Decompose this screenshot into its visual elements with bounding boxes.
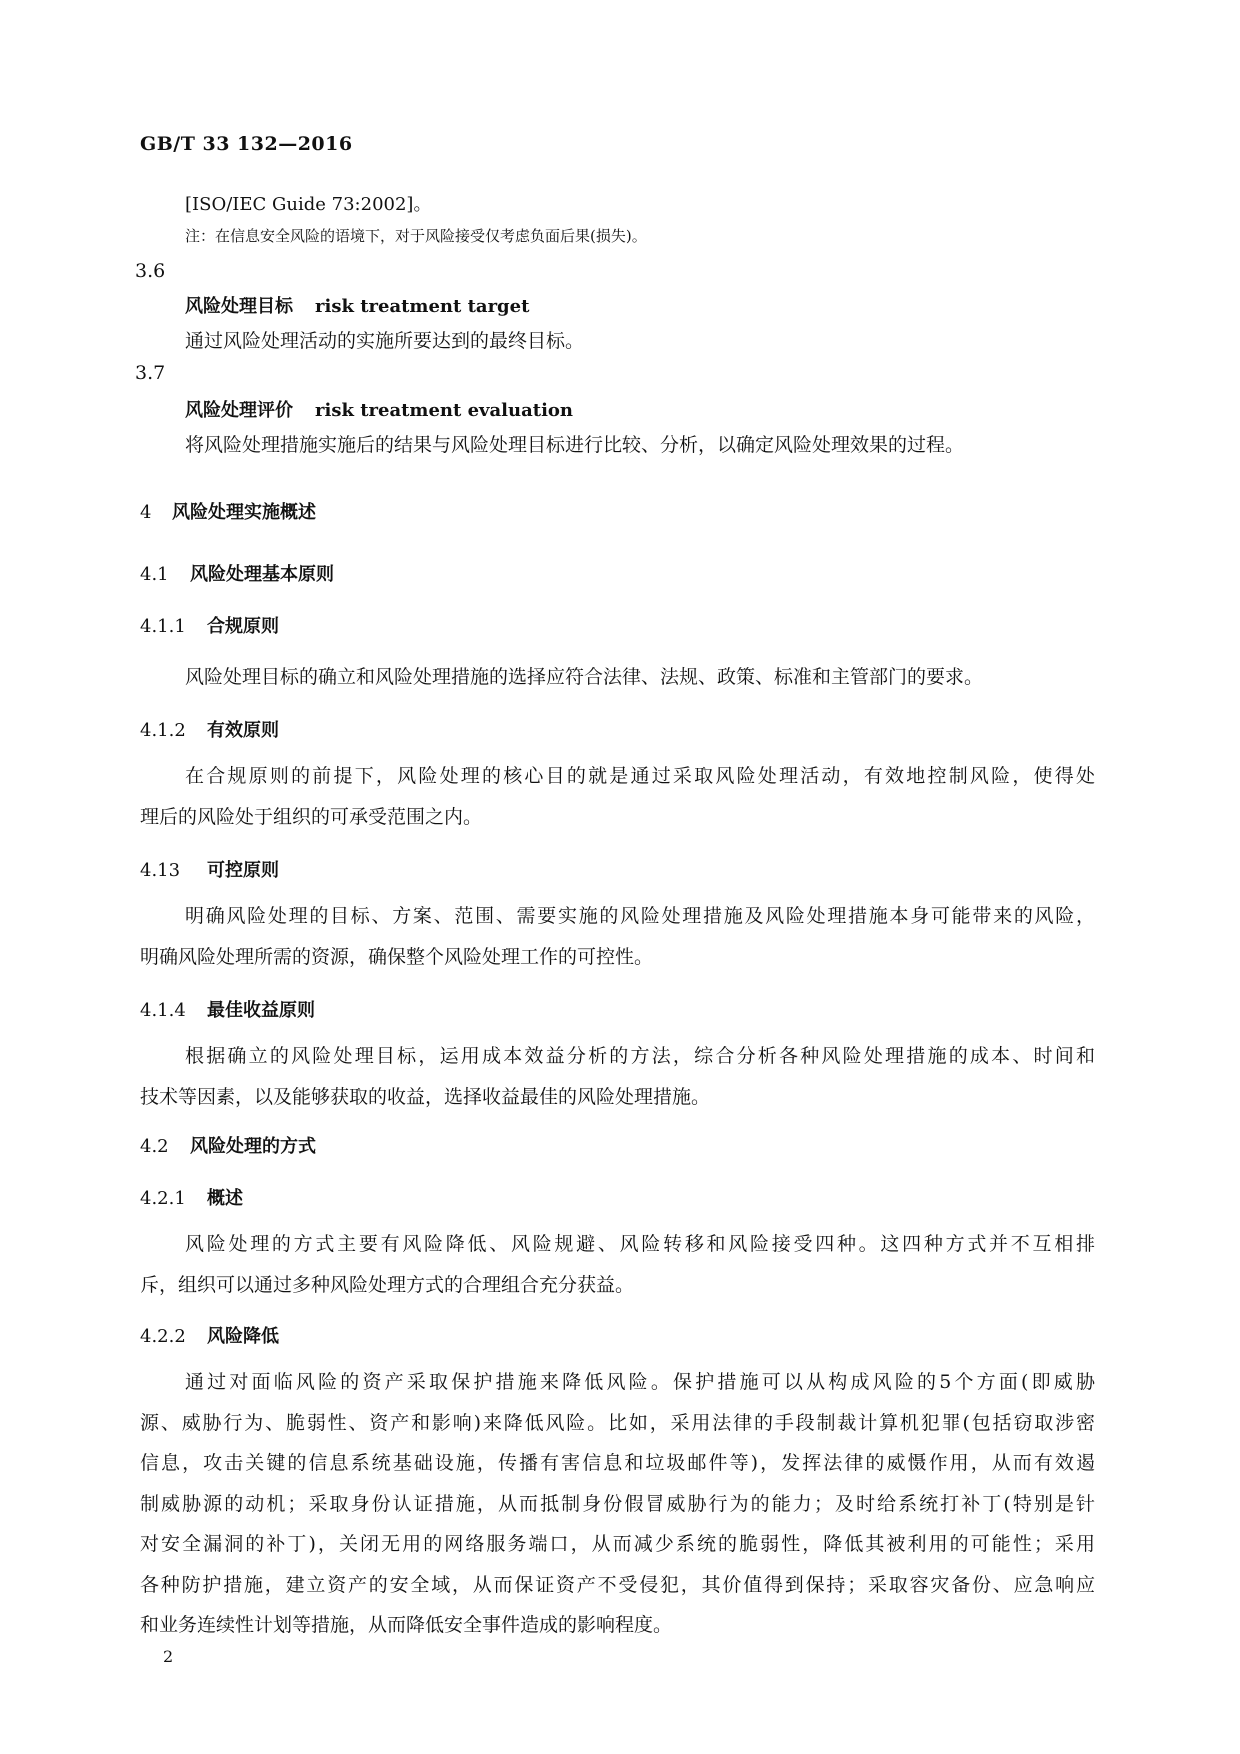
section-title: 概述: [207, 1188, 243, 1209]
section-title: 合规原则: [207, 616, 279, 637]
term-title: [185, 292, 529, 318]
section-number: 4.1.4: [140, 1000, 186, 1021]
paragraph-line: 根据确立的风险处理目标，运用成本效益分析的方法，综合分析各种风险处理措施的成本、时间和: [185, 1045, 1095, 1067]
section-number: 4.1: [140, 564, 169, 585]
section-title: 风险处理实施概述: [172, 502, 316, 523]
paragraph-line: 对安全漏洞的补丁)，关闭无用的网络服务端口，从而减少系统的脆弱性，降低其被利用的可能性；采用: [140, 1533, 1095, 1555]
reference-citation: [ISO/IEC Guide 73:2002]。: [185, 194, 432, 215]
term-number: 3.7: [135, 362, 166, 384]
paragraph-line: 明确风险处理所需的资源，确保整个风险处理工作的可控性。: [140, 945, 654, 968]
term-title-cn: 风险处理目标: [185, 296, 293, 317]
section-title: 最佳收益原则: [207, 1000, 315, 1021]
section-heading: [140, 560, 334, 586]
paragraph-line: 在合规原则的前提下，风险处理的核心目的就是通过采取风险处理活动，有效地控制风险，使得处: [185, 765, 1095, 787]
paragraph: 风险处理目标的确立和风险处理措施的选择应符合法律、法规、政策、标准和主管部门的要求。: [185, 666, 984, 688]
section-heading: [140, 612, 279, 638]
section-number: 4: [140, 502, 152, 523]
section-number: 4.2.2: [140, 1326, 186, 1347]
paragraph: [140, 1362, 1095, 1646]
paragraph-line: 信息，攻击关键的信息系统基础设施，传播有害信息和垃圾邮件等)，发挥法律的威慑作用，从而有效遏: [140, 1452, 1095, 1474]
paragraph-line: 理后的风险处于组织的可承受范围之内。: [140, 805, 483, 828]
section-number: 4.2.1: [140, 1188, 186, 1209]
section-number: 4.13: [140, 860, 181, 881]
section-title: 有效原则: [207, 720, 279, 741]
section-title: 可控原则: [207, 860, 279, 881]
paragraph-line: 和业务连续性计划等措施，从而降低安全事件造成的影响程度。: [140, 1614, 673, 1636]
page-number: 2: [163, 1647, 174, 1666]
paragraph-line: 通过对面临风险的资产采取保护措施来降低风险。保护措施可以从构成风险的5个方面(即威胁: [185, 1371, 1095, 1393]
paragraph-line: 技术等因素，以及能够获取的收益，选择收益最佳的风险处理措施。: [140, 1085, 711, 1108]
term-definition: 通过风险处理活动的实施所要达到的最终目标。: [185, 330, 585, 352]
paragraph-line: 各种防护措施，建立资产的安全域，从而保证资产不受侵犯，其价值得到保持；采取容灾备份、应急响应: [140, 1573, 1095, 1596]
note-text: 注：在信息安全风险的语境下，对于风险接受仅考虑负面后果(损失)。: [185, 227, 647, 245]
paragraph-line: 风险处理的方式主要有风险降低、风险规避、风险转移和风险接受四种。这四种方式并不互相排: [185, 1233, 1095, 1255]
section-heading: [140, 498, 316, 524]
section-title: 风险降低: [207, 1326, 279, 1347]
paragraph: [140, 1036, 1095, 1117]
section-heading: [140, 856, 279, 882]
paragraph: [140, 896, 1095, 977]
standard-id-header: GB/T 33 132—2016: [140, 133, 353, 155]
section-heading: [140, 1132, 316, 1158]
term-title-en: risk treatment target: [315, 296, 530, 317]
paragraph: [140, 1224, 1095, 1305]
section-title: 风险处理的方式: [190, 1136, 316, 1157]
section-number: 4.1.2: [140, 720, 186, 741]
paragraph-line: 源、威胁行为、脆弱性、资产和影响)来降低风险。比如，采用法律的手段制裁计算机犯罪(包括窃取涉密: [140, 1411, 1095, 1434]
term-title: [185, 396, 573, 422]
term-title-cn: 风险处理评价: [185, 400, 293, 421]
section-number: 4.2: [140, 1136, 169, 1157]
section-heading: [140, 996, 315, 1022]
term-title-en: risk treatment evaluation: [315, 400, 573, 421]
section-title: 风险处理基本原则: [190, 564, 334, 585]
section-heading: [140, 1184, 243, 1210]
section-heading: [140, 1322, 279, 1348]
paragraph-line: 斥，组织可以通过多种风险处理方式的合理组合充分获益。: [140, 1273, 635, 1296]
paragraph-line: 明确风险处理的目标、方案、范围、需要实施的风险处理措施及风险处理措施本身可能带来的风险，: [185, 905, 1095, 927]
paragraph-line: 制威胁源的动机；采取身份认证措施，从而抵制身份假冒威胁行为的能力；及时给系统打补丁(特别是针: [140, 1492, 1095, 1515]
section-heading: [140, 716, 279, 742]
section-number: 4.1.1: [140, 616, 186, 637]
paragraph: [140, 756, 1095, 837]
term-definition: 将风险处理措施实施后的结果与风险处理目标进行比较、分析，以确定风险处理效果的过程。: [185, 434, 965, 456]
term-number: 3.6: [135, 260, 166, 282]
